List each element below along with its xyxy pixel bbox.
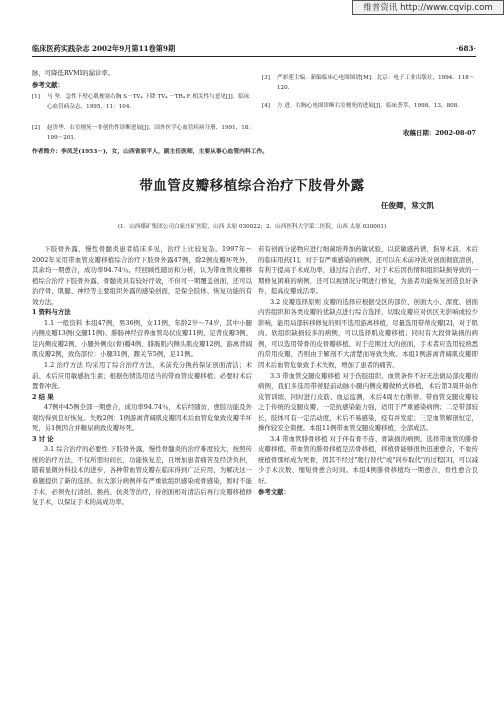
watermark-banner: 维普资讯 http://www.cqvip.com	[352, 0, 504, 15]
received-date: 收稿日期：2002-08-07	[403, 129, 476, 137]
previous-article-tail: 脉，可降低RVMI的漏诊率。	[32, 69, 115, 77]
section-heading: 2 结 果	[32, 392, 54, 401]
body-paragraph: 1.2 治疗方法 均采用了综合治疗方法，术前充分换药保证创面清洁；术前、术后应用敏感抗生素；根据伤情选用适当的带血管皮瓣移植；必要时术后置骨冲洗。	[32, 361, 252, 391]
reference-number: [4]	[262, 103, 270, 109]
reference-item	[32, 124, 254, 143]
body-paragraph: 3.3 带血管交腿皮瓣移植 对于伤肢组织、血管条件不好无法做局部皮瓣的病例，我们多选用带蒂胫前动脉小腿内侧皮瓣做桥式移植，术后第3周开始作皮管训练，同时进行皮筋、血运监测，术后4周左右断蒂。带血管交腿皮瓣较之于传统的交腿皮瓣，一是抗感染能力强，适用于严重感染病例；二是带部较长，肢体可有一定活动度，术后不易感染，疫有并发症；三是血管解剖恒定，操作较安全简便。本组11例带血管交腿皮瓣移植，全部成活。	[258, 371, 478, 433]
author-bio: 作者简介：李凤芝(1953－)，女，山西省原平人，副主任医师，主要从事心血管内科工作。	[32, 149, 269, 155]
page-number: ·683·	[455, 44, 476, 53]
reference-item	[32, 93, 254, 112]
reference-item	[262, 74, 480, 93]
references-heading: 参考文献：	[258, 487, 290, 496]
section-heading: 3 讨 论	[32, 434, 54, 443]
reference-item	[262, 102, 480, 112]
left-column	[32, 244, 252, 508]
section-heading: 1 资料与方法	[32, 308, 71, 317]
reference-text: 严彩莲主编．新编临床心电图图谱[M]．北京：电子工业出版社，1994．118～120．	[277, 75, 475, 91]
reference-number: [3]	[262, 75, 270, 81]
article-title: 带血管皮瓣移植综合治疗下肢骨外露	[139, 178, 365, 194]
body-paragraph: 若有创面分泌物应进行细菌培养加药敏试验，以获敏感药谱，指导术前、术后的临床用药[1]。对于有严重感染的病例，还可以在术前冲洗对创面彻底清创，有利于提高手术成功率，通过综合治疗，对于术后因伤情和组织缺损导致的一期修复困难的病例，还可以视情况分期进行修复，为患者功能恢复创造良好条件，提高皮瓣成活率。	[258, 245, 478, 296]
reference-text: 马 坚．急性下壁心肌梗塞右胸 S－TV₄ 下降 TV₄ －TR₄ F 相关性与意见[J]．临床心血管病杂志，1995，11：104．	[47, 94, 250, 110]
references-heading-previous: 参考文献：	[32, 81, 64, 89]
article-affiliation: (1．山西煤矿集团公司白家庄矿医院，山西 太原 030022；2．山西医科大学第二医院，山西 太原 030001)	[117, 224, 387, 230]
reference-number: [1]	[32, 94, 40, 100]
article-authors: 任俊卿，常文凯	[380, 201, 434, 210]
body-paragraph: 3.2 皮瓣选择原则 皮瓣的选择应根据受区的部位、创面大小、深度、创面内容组织和各类皮瓣的优缺点进行综合选择，切取皮瓣应对供区无影响或较少影响，能用局部转移修复的则不选用游离移植，尽量选用带蒂皮瓣[2]，对于肌肉、软组织缺损较多的病例，可以选择肌皮瓣移植；同时有大段骨缺损的病例，可以选用带骨的皮骨瓣移植。对于范围过大的创面，手术者应选用较熟悉的常用皮瓣，否则由于解剖不大清楚而导致失败。本组1例游离背阔肌皮瓣即因术后血管危象致手术失败，增加了患者的痛苦。	[258, 297, 478, 370]
intro-paragraph: 下肢骨外露，慢性骨髓炎患者临床多见，治疗上比较复杂。1997年～2002年采用带血管皮瓣移植综合治疗下肢骨外露47例，除2例皮瓣坏死外，其余均一期愈合，成功率94.74％。经回顾性随访和分析，认为带血管皮瓣移植综合治疗下肢骨外露、骨髓炎具有较好疗效，不但可一期覆盖创面，还可以治疗骨、肌腱、神经等主要组织外露的感染创面，是保全肢体、恢复功能的有效方法。	[32, 245, 252, 306]
journal-info: 临床医药实践杂志 2002年9月第11卷第9期	[32, 44, 176, 53]
body-paragraph: 3.1 综合治疗的必要性 下肢骨外露，慢性骨髓炎的治疗难度较大，按照传统的治疗方法，不仅所需时间长，功能恢复差，且增加患者痛苦及经济负担，随着显微外科技术的进步，各种带血管皮瓣在临床得到广泛应用，为解决这一难题提供了新的选择。但大部分病例伴有严重软组织感染或骨感染，暂时不能手术，必须先行清创、换药、抗炎等治疗，待创面相对清洁后再行皮瓣移植修复手术，以保证手术的高成功率。	[32, 445, 252, 507]
reference-text: 赵贵华．右室梗死一非创伤性诊断进展[J]．国外医学心血管疾病分册，1991，18：199～201．	[47, 125, 254, 141]
body-paragraph: 47例中45例全部一期愈合，成功率94.74％，术后经随访，愈肢功能及外观均得到良好恢复。失败2例：1例游离背阔肌皮瓣因术后血管危象致皮瓣半坏死，另1例因合并糖尿病致皮瓣坏死。	[32, 403, 252, 433]
reference-text: 方 进．右胸心电图诊断右室梗死的进展[J]．临床荟萃，1998，13，808．	[277, 103, 463, 109]
reference-number: [2]	[32, 125, 40, 131]
body-paragraph: 3.4 带血管腓骨移植 对于伴有骨不连、骨缺损的病例，选择带血管的腓骨皮瓣移植。带血管的腓骨移植是活骨移植，移植骨能够很快迅速愈合，不象传统植骨那样成为死骨，因其不经过"爬行替代"或"同步取代"的过程[3]，可以减少手术次数、缩短骨愈合时间。本组4例腓骨移植均一期愈合，骨性愈合良好。	[258, 434, 478, 486]
running-header	[32, 44, 476, 57]
right-column	[258, 244, 478, 497]
body-paragraph: 1.1 一般资料 本组47例，男36例，女11例，年龄2岁～74岁，其中小腿内侧皮瓣13例(交腿11例)、腓肠神经营养血管岛状皮瓣11例、足背皮瓣3例、足内侧皮瓣2例、小腿外侧皮(骨)瓣4例、腓肠肌内侧头肌皮瓣12例、游离背阔肌皮瓣2例，致伤部位：小腿31例，踝关节5例，足11例。	[32, 318, 252, 359]
